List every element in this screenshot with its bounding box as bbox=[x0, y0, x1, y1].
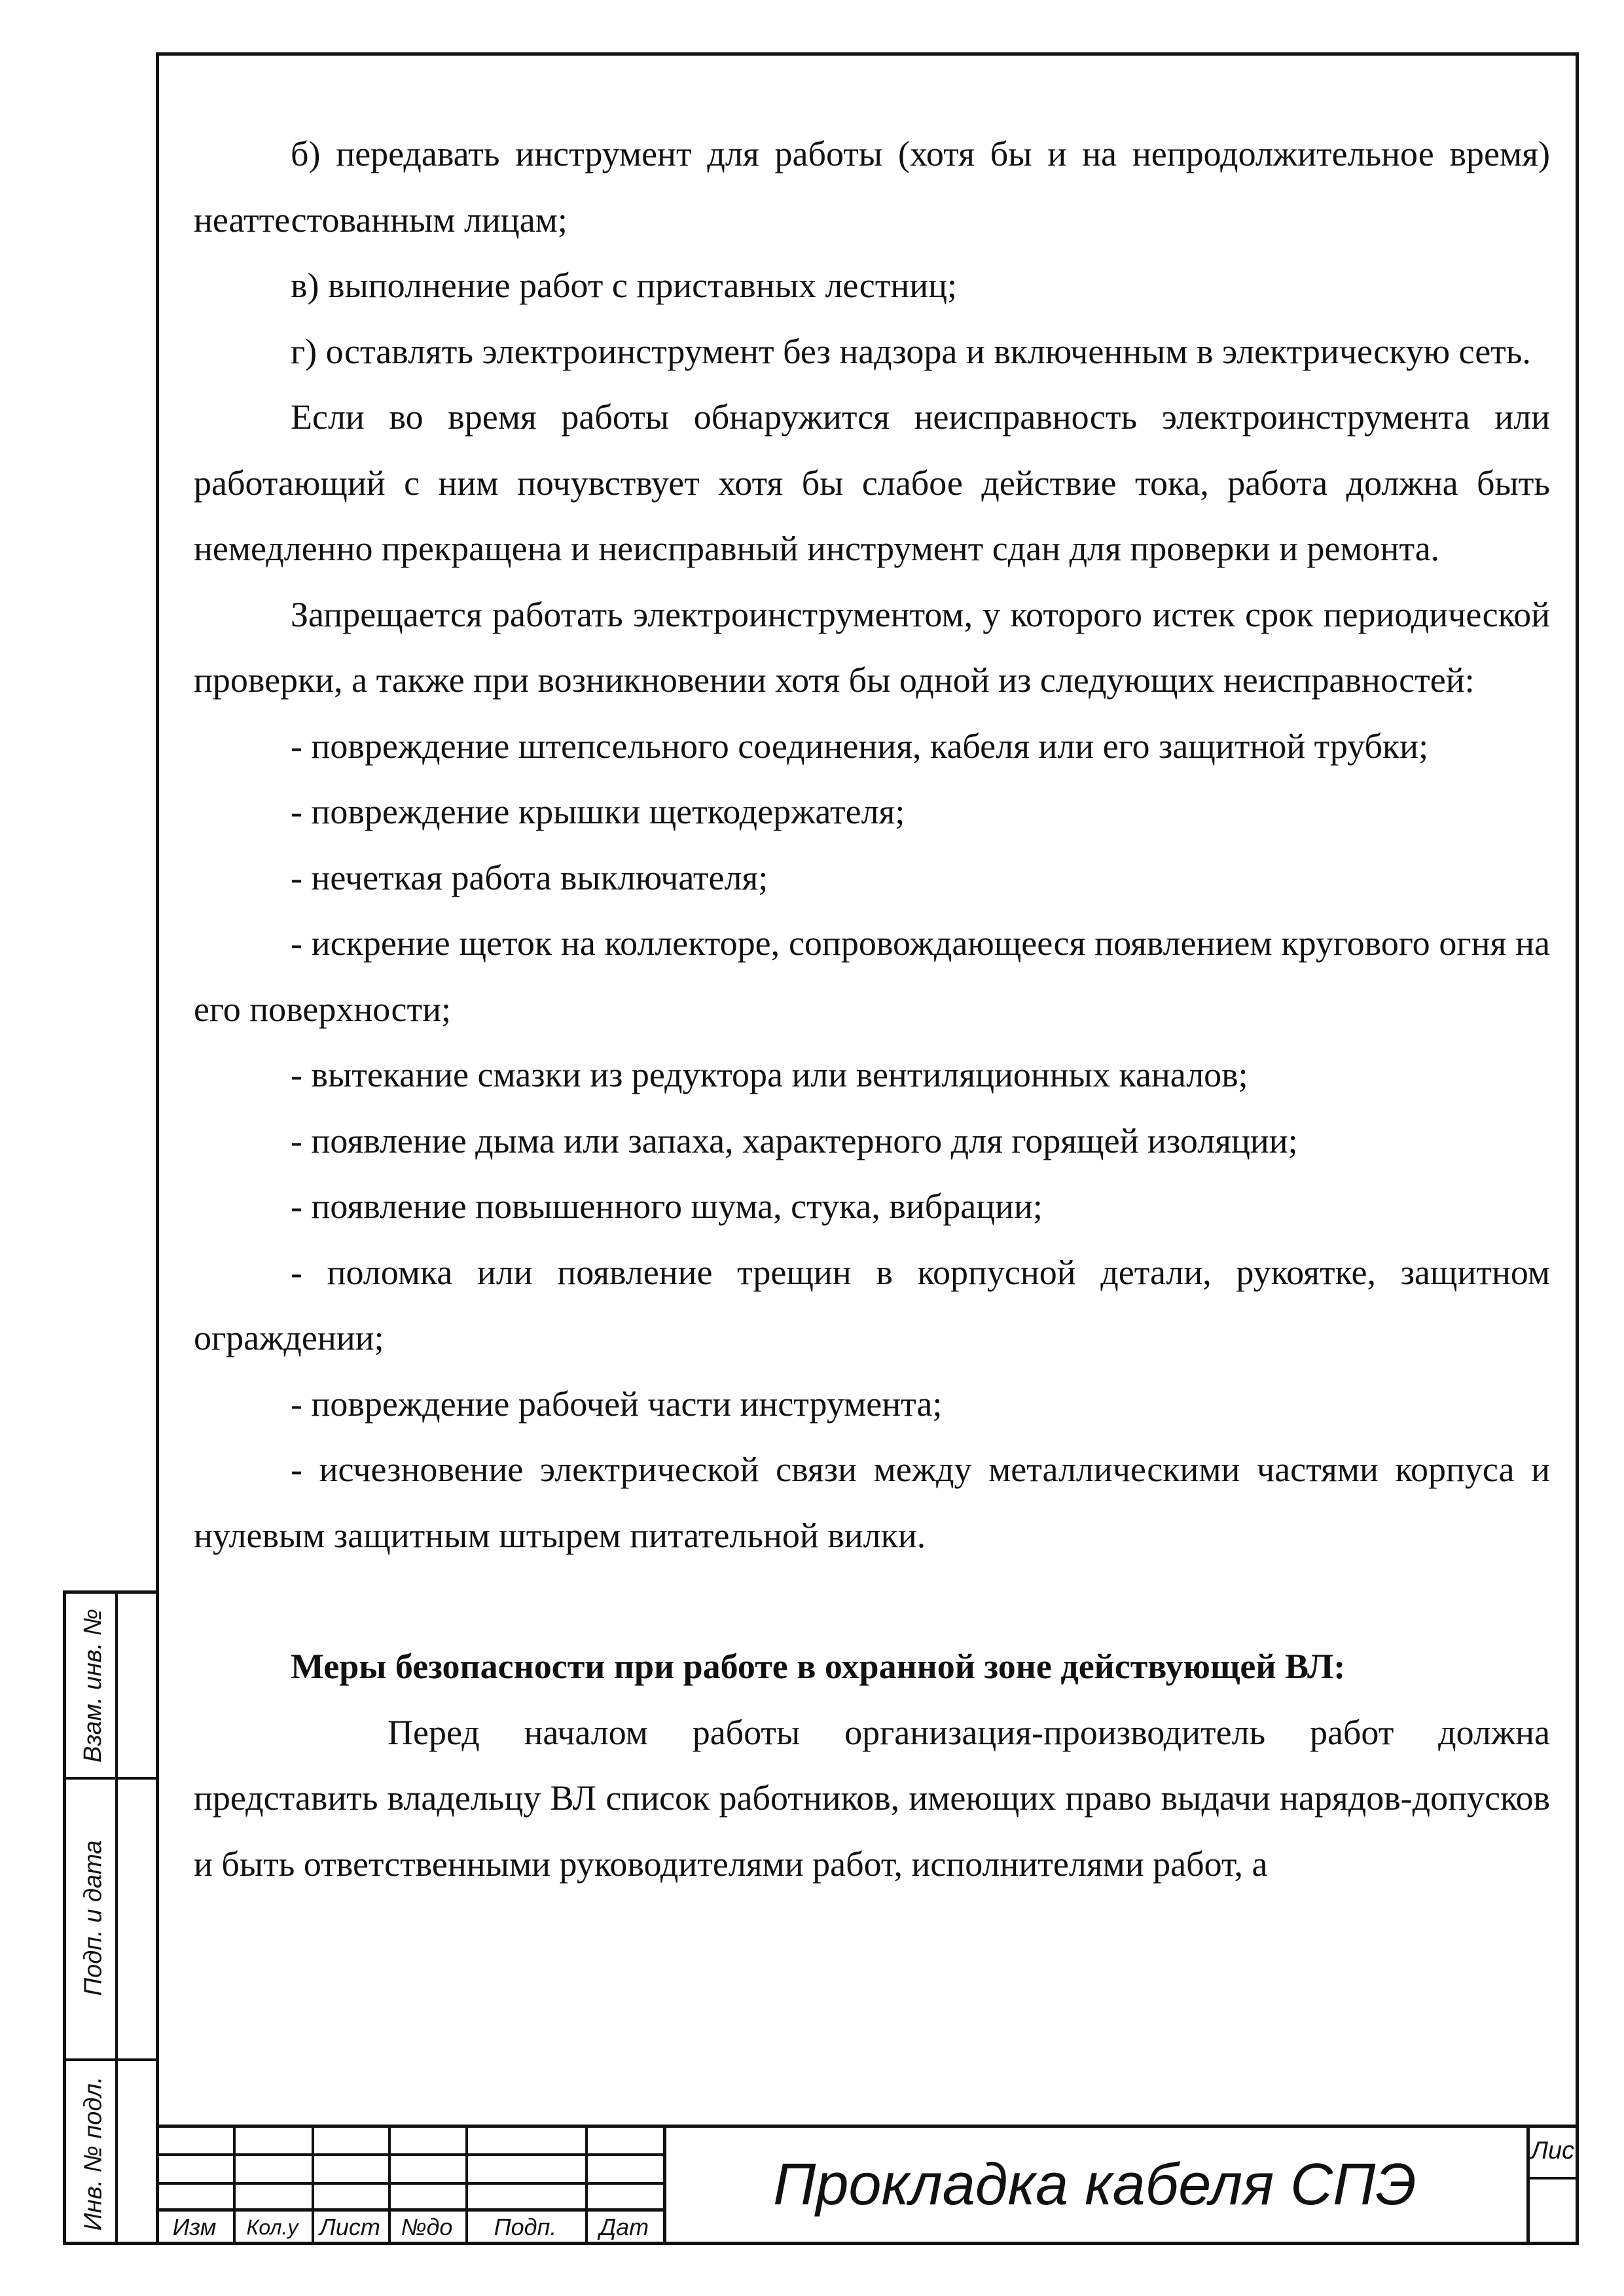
paragraph: Перед началом работы организация-производитель работ должна представить владельцу ВЛ список работников, имеющих право выдачи нарядов-допусков и быть ответственными руководителями работ, исполнителями работ, а bbox=[194, 1712, 1550, 1884]
sheet-label: Лис bbox=[1530, 2136, 1575, 2164]
inv-podl-label: Инв. № подл. bbox=[79, 2076, 107, 2231]
side-stamp bbox=[63, 1590, 156, 2245]
list-item: - искрение щеток на коллекторе, сопровождающееся появлением кругового огня на его поверхности; bbox=[194, 924, 1550, 1029]
list-item: - нечеткая работа выключателя; bbox=[291, 857, 768, 897]
side-stamp-divider bbox=[115, 1594, 118, 2242]
section-heading: Меры безопасности при работе в охранной зоне действующей ВЛ: bbox=[291, 1647, 1346, 1686]
list-item: - повреждение крышки щеткодержателя; bbox=[291, 792, 905, 831]
col-kolu-label: Кол.у bbox=[246, 2215, 298, 2239]
paragraph: Запрещается работать электроинструментом, у которого истек срок периодической проверки, а также при возникновении хотя бы одной из следующих неисправностей: bbox=[194, 594, 1550, 700]
list-item: - появление повышенного шума, стука, вибрации; bbox=[291, 1187, 1043, 1226]
paragraph: в) выполнение работ с приставных лестниц; bbox=[291, 266, 958, 305]
list-item: - исчезновение электрической связи между металлическими частями корпуса и нулевым защитным штырем питательной вилки. bbox=[194, 1450, 1550, 1555]
list-item: - поломка или появление трещин в корпусной детали, рукоятке, защитном ограждении; bbox=[194, 1252, 1550, 1357]
podp-data-label: Подп. и дата bbox=[79, 1840, 107, 1996]
col-ndoc-label: №до bbox=[401, 2214, 453, 2240]
col-data-label: Дат bbox=[599, 2214, 649, 2240]
list-item: - появление дыма или запаха, характерного для горящей изоляции; bbox=[291, 1121, 1298, 1160]
vzam-inv-label: Взам. инв. № bbox=[79, 1608, 107, 1763]
paragraph: б) передавать инструмент для работы (хотя бы и на непродолжительное время) неаттестованным лицам; bbox=[194, 134, 1550, 240]
title-block bbox=[156, 2125, 1579, 2245]
document-title: Прокладка кабеля СПЭ bbox=[773, 2151, 1416, 2217]
col-izm-label: Изм bbox=[172, 2214, 217, 2240]
col-podp-label: Подп. bbox=[494, 2214, 557, 2240]
list-item: - вытекание смазки из редуктора или вентиляционных каналов; bbox=[291, 1055, 1248, 1094]
paragraph: г) оставлять электроинструмент без надзора и включенным в электрическую сеть. bbox=[291, 331, 1531, 371]
list-item: - повреждение штепсельного соединения, кабеля или его защитной трубки; bbox=[291, 726, 1429, 766]
col-list-label: Лист bbox=[319, 2214, 380, 2240]
title-block-row-line bbox=[1526, 2177, 1579, 2179]
list-item: - повреждение рабочей части инструмента; bbox=[291, 1384, 943, 1424]
document-body bbox=[194, 121, 1550, 1897]
paragraph: Если во время работы обнаружится неисправность электроинструмента или работающий с ним почувствует хотя бы слабое действие тока, работа должна быть немедленно прекращена и неисправный инструмент сдан для проверки и ремонта. bbox=[194, 397, 1550, 568]
